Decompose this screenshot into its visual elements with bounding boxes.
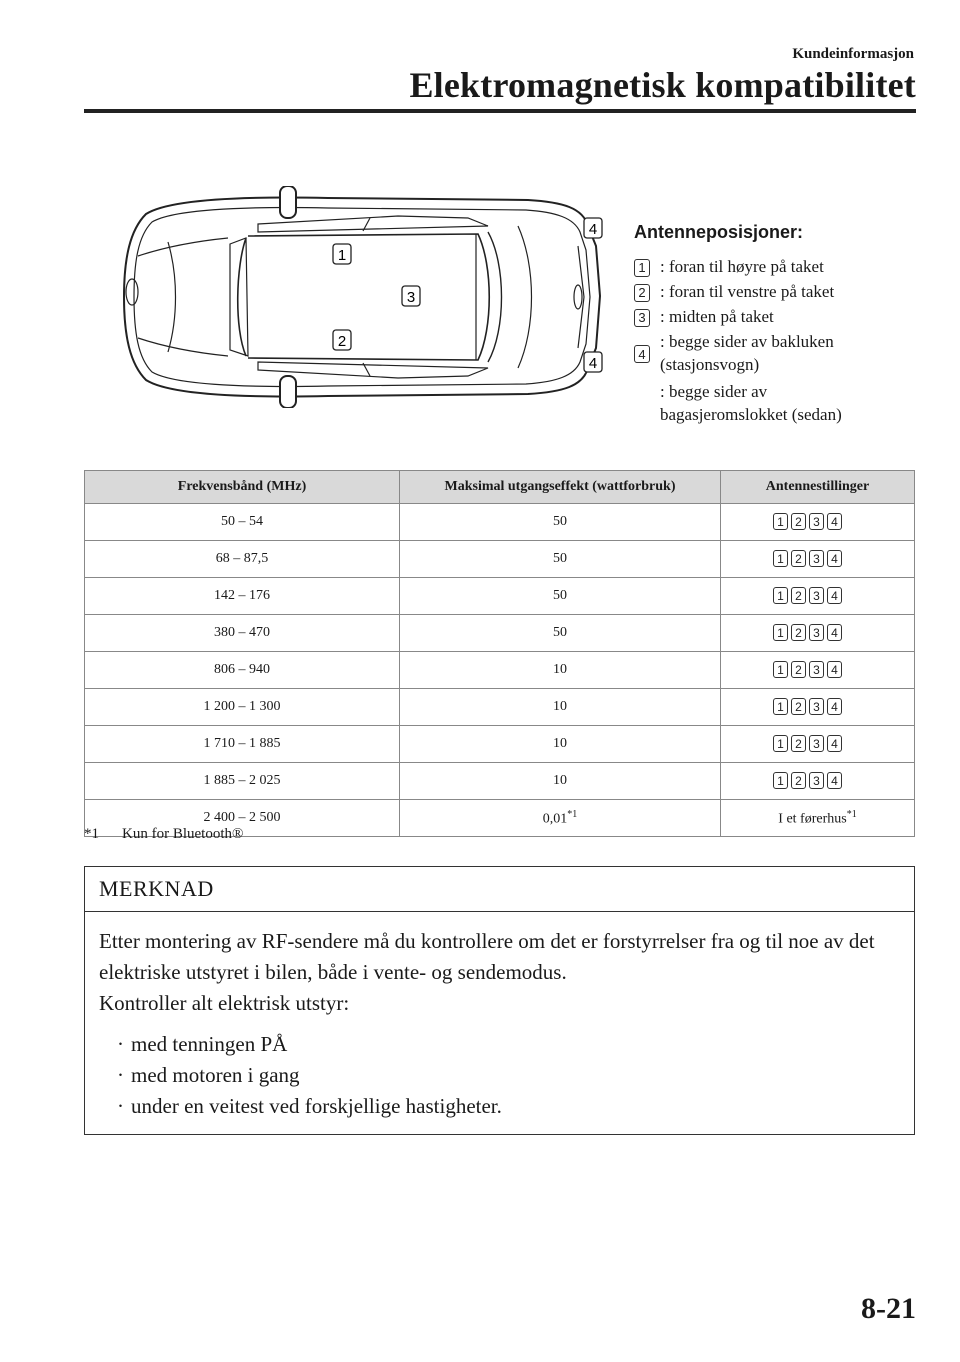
header-section: Kundeinformasjon <box>792 46 914 62</box>
bullet-glyph: · <box>117 1032 124 1056</box>
cell-power-value: 0,01 <box>542 811 568 827</box>
legend-row <box>634 255 934 278</box>
legend-text: : begge sider av bakluken (stasjonsvogn) <box>660 332 834 374</box>
antenna-number-badge: 4 <box>827 735 842 752</box>
cell-antenna <box>721 578 915 615</box>
list-item-text: med tenningen PÅ <box>131 1032 288 1056</box>
legend-number-badge: 2 <box>634 284 650 302</box>
antenna-number-badge: 4 <box>827 550 842 567</box>
cell-band: 142 – 176 <box>85 578 400 615</box>
table-row <box>85 689 915 726</box>
list-item <box>117 1029 900 1060</box>
cell-band: 50 – 54 <box>85 504 400 541</box>
note-title: MERKNAD <box>85 867 914 912</box>
cell-antenna <box>721 541 915 578</box>
cell-band: 1 710 – 1 885 <box>85 726 400 763</box>
footnote-ref: *1 <box>846 808 857 820</box>
cell-band: 1 200 – 1 300 <box>85 689 400 726</box>
cell-power: 10 <box>400 726 721 763</box>
legend-number-badge: 3 <box>634 309 650 327</box>
cell-antenna <box>721 689 915 726</box>
legend-text: : foran til venstre på taket <box>660 282 835 301</box>
marker-1 <box>333 244 351 264</box>
note-list <box>99 1029 900 1122</box>
page-title: Elektromagnetisk kompatibilitet <box>409 65 916 105</box>
antenna-number-badge: 3 <box>809 587 824 604</box>
cell-power: 10 <box>400 652 721 689</box>
cell-power: 10 <box>400 763 721 800</box>
antenna-number-badge: 4 <box>827 661 842 678</box>
note-box <box>84 866 915 1135</box>
legend-row <box>634 305 934 328</box>
antenna-number-badge: 4 <box>827 624 842 641</box>
table-row <box>85 615 915 652</box>
legend-row <box>634 330 934 376</box>
antenna-number-badge: 2 <box>791 772 806 789</box>
legend-title: Antenneposisjoner: <box>634 222 804 242</box>
list-item <box>117 1060 900 1091</box>
antenna-number-badge: 2 <box>791 550 806 567</box>
antenna-number-badge: 2 <box>791 587 806 604</box>
legend-row <box>634 280 934 303</box>
cell-power: 50 <box>400 541 721 578</box>
frequency-table <box>84 470 915 837</box>
list-item <box>117 1091 900 1122</box>
antenna-number-badge: 2 <box>791 513 806 530</box>
marker-4-top <box>584 218 602 238</box>
antenna-number-badge: 1 <box>773 772 788 789</box>
cell-antenna-text: I et førerhus <box>778 811 847 827</box>
marker-4-bottom-label: 4 <box>588 355 598 372</box>
antenna-number-badge: 1 <box>773 624 788 641</box>
table-row <box>85 726 915 763</box>
cell-power: 50 <box>400 615 721 652</box>
footnote-text: Kun for Bluetooth® <box>122 826 244 842</box>
note-paragraph: Etter montering av RF-sendere må du kontrollere om det er forstyrrelser fra og til noe av det elektriske utstyret i bilen, både i vente- og sendemodus. <box>99 929 875 984</box>
bullet-glyph: · <box>117 1094 124 1118</box>
antenna-number-badge: 3 <box>809 513 824 530</box>
list-item-text: med motoren i gang <box>131 1063 300 1087</box>
marker-4-top-label: 4 <box>588 221 598 238</box>
legend-number-badge: 1 <box>634 259 650 277</box>
antenna-number-badge: 1 <box>773 587 788 604</box>
table-row <box>85 541 915 578</box>
bullet-glyph: · <box>117 1063 124 1087</box>
table-header-row <box>85 471 915 504</box>
antenna-number-badge: 4 <box>827 587 842 604</box>
antenna-number-badge: 3 <box>809 550 824 567</box>
marker-2-label: 2 <box>337 333 347 350</box>
antenna-number-badge: 3 <box>809 661 824 678</box>
footnote-label: *1 <box>84 826 99 842</box>
antenna-number-badge: 3 <box>809 624 824 641</box>
marker-4-bottom <box>584 352 602 372</box>
antenna-number-badge: 1 <box>773 698 788 715</box>
antenna-number-badge: 4 <box>827 772 842 789</box>
marker-1-label: 1 <box>337 247 347 264</box>
cell-band: 806 – 940 <box>85 652 400 689</box>
cell-antenna <box>721 726 915 763</box>
column-header-power: Maksimal utgangseffekt (wattforbruk) <box>400 471 721 504</box>
page-number: 8-21 <box>861 1292 916 1325</box>
cell-power: 10 <box>400 689 721 726</box>
cell-band: 380 – 470 <box>85 615 400 652</box>
antenna-number-badge: 3 <box>809 772 824 789</box>
column-header-band: Frekvensbånd (MHz) <box>85 471 400 504</box>
antenna-number-badge: 4 <box>827 698 842 715</box>
table-row <box>85 763 915 800</box>
antenna-number-badge: 2 <box>791 661 806 678</box>
footnote <box>84 826 243 843</box>
marker-2 <box>333 330 351 350</box>
car-top-view-diagram <box>108 186 618 408</box>
cell-power: 50 <box>400 578 721 615</box>
legend-text: : foran til høyre på taket <box>660 257 824 276</box>
column-header-antenna: Antennestillinger <box>721 471 915 504</box>
table-row <box>85 652 915 689</box>
legend-text: : begge sider av bagasjeromslokket (sedan) <box>660 382 842 424</box>
header-rule <box>84 109 916 113</box>
antenna-legend <box>634 222 934 428</box>
footnote-ref: *1 <box>567 808 578 820</box>
cell-power <box>400 800 721 837</box>
cell-band: 2 400 – 2 500 <box>85 800 400 837</box>
antenna-number-badge: 1 <box>773 513 788 530</box>
cell-antenna <box>721 652 915 689</box>
cell-antenna <box>721 763 915 800</box>
marker-3 <box>402 286 420 306</box>
note-body <box>85 912 914 1134</box>
legend-row <box>634 380 934 426</box>
legend-text: : midten på taket <box>660 307 774 326</box>
list-item-text: under en veitest ved forskjellige hastigheter. <box>131 1094 502 1118</box>
antenna-number-badge: 2 <box>791 624 806 641</box>
cell-band: 68 – 87,5 <box>85 541 400 578</box>
antenna-number-badge: 4 <box>827 513 842 530</box>
antenna-number-badge: 1 <box>773 661 788 678</box>
cell-band: 1 885 – 2 025 <box>85 763 400 800</box>
legend-number-badge: 4 <box>634 345 650 363</box>
antenna-number-badge: 2 <box>791 698 806 715</box>
antenna-number-badge: 1 <box>773 550 788 567</box>
antenna-number-badge: 3 <box>809 735 824 752</box>
cell-antenna <box>721 800 915 837</box>
antenna-number-badge: 1 <box>773 735 788 752</box>
antenna-number-badge: 2 <box>791 735 806 752</box>
table-row <box>85 578 915 615</box>
antenna-number-badge: 3 <box>809 698 824 715</box>
cell-antenna <box>721 615 915 652</box>
table-row <box>85 504 915 541</box>
cell-antenna <box>721 504 915 541</box>
note-paragraph: Kontroller alt elektrisk utstyr: <box>99 991 350 1015</box>
marker-3-label: 3 <box>406 289 416 306</box>
cell-power: 50 <box>400 504 721 541</box>
